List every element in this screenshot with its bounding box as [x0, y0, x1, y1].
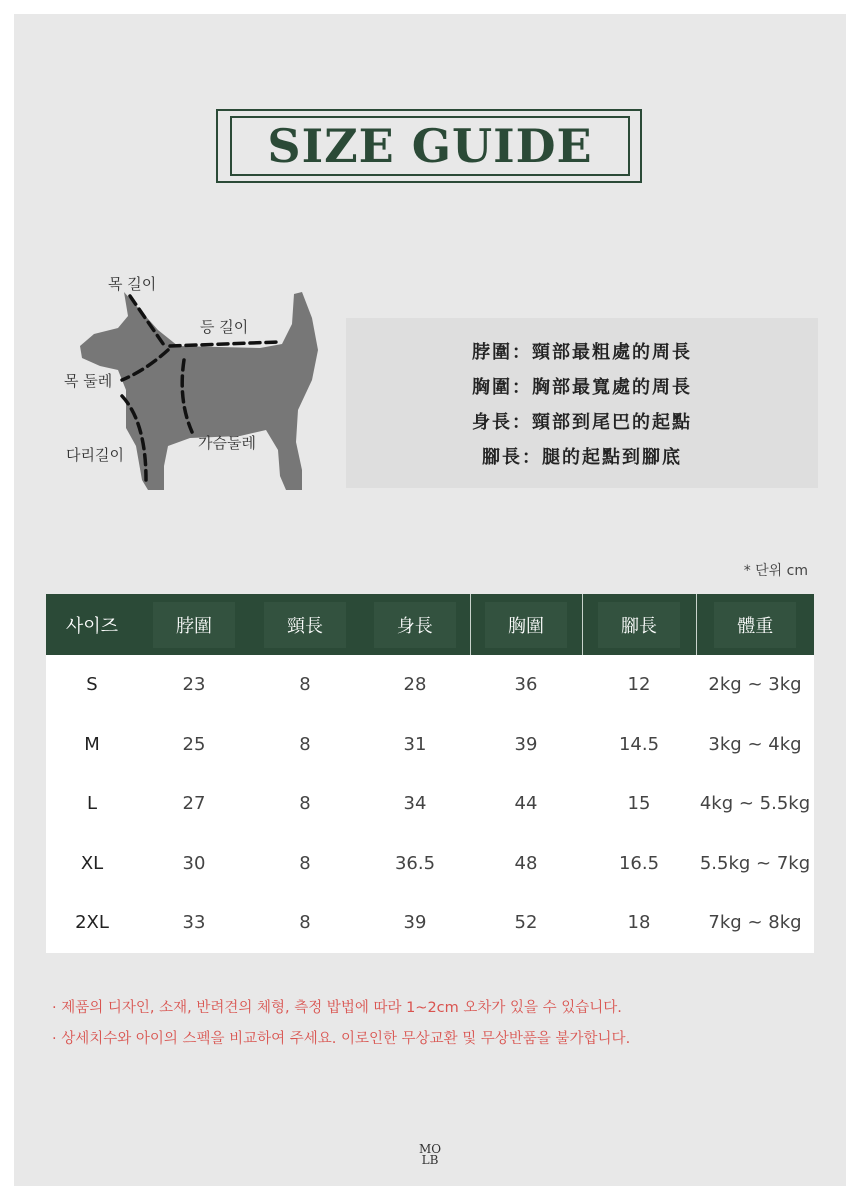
header-neck-girth: 脖圍 [138, 594, 250, 655]
cell-body-length: 31 [403, 733, 427, 755]
logo-line-2: LB [421, 1153, 439, 1167]
cell-neck-girth: 23 [182, 674, 206, 696]
cell-neck-girth: 27 [182, 793, 206, 815]
cell-body-length: 28 [403, 674, 427, 696]
page-title: SIZE GUIDE [267, 119, 593, 173]
table-row [46, 834, 814, 894]
header-chest-girth: 胸圍 [470, 594, 582, 655]
cell-leg-length: 16.5 [618, 852, 660, 874]
back-length-line [170, 342, 278, 346]
note-no-refund: · 상세치수와 아이의 스펙을 비교하여 주세요. 이로인한 무상교환 및 무상반품을 불가합니다. [52, 1031, 631, 1047]
cell-leg-length: 18 [627, 912, 651, 934]
cell-chest-girth: 36 [514, 674, 538, 696]
cell-neck-length: 8 [299, 733, 311, 755]
cell-leg-length: 15 [627, 793, 651, 815]
label-neck-girth: 목 둘레 [64, 372, 113, 390]
header-leg-length: 腳長 [582, 594, 696, 655]
table-row [46, 655, 814, 715]
header-body-length: 身長 [360, 594, 470, 655]
label-neck-length: 목 길이 [108, 275, 157, 293]
cell-neck-girth: 33 [182, 912, 206, 934]
definition-neck-girth: 脖圍：頸部最粗處的周長 [472, 342, 692, 363]
cell-neck-girth: 25 [182, 733, 206, 755]
label-back-length: 등 길이 [200, 318, 249, 336]
label-leg-length: 다리길이 [66, 446, 124, 464]
cell-chest-girth: 48 [514, 852, 538, 874]
label-chest-girth: 가슴둘레 [198, 434, 256, 452]
table-header-row [46, 594, 814, 655]
logo-line-1: MO [418, 1142, 442, 1156]
cell-size: 2XL [75, 912, 109, 934]
title-frame-inner [230, 116, 630, 176]
definition-leg-length: 腳長：腿的起點到腳底 [482, 447, 682, 468]
header-neck-length: 頸長 [250, 594, 360, 655]
unit-note: * 단위 cm [743, 563, 808, 579]
cell-neck-length: 8 [299, 793, 311, 815]
cell-body-length: 36.5 [394, 852, 436, 874]
table-row [46, 774, 814, 834]
cell-weight: 7kg ~ 8kg [708, 912, 802, 934]
definition-box [346, 318, 818, 488]
table-row [46, 715, 814, 775]
table-row [46, 893, 814, 953]
cell-size: XL [80, 852, 104, 874]
definition-chest-girth: 胸圍：胸部最寬處的周長 [472, 377, 692, 398]
header-size: 사이즈 [65, 615, 119, 637]
cell-size: L [86, 793, 98, 815]
cell-weight: 3kg ~ 4kg [708, 733, 802, 755]
cell-weight: 4kg ~ 5.5kg [699, 793, 811, 815]
header-weight: 體重 [696, 594, 814, 655]
brand-logo [418, 1144, 442, 1176]
note-tolerance: · 제품의 디자인, 소재, 반려견의 체형, 측정 밥법에 따라 1~2cm 오차가 있을 수 있습니다. [52, 1000, 622, 1016]
cell-size: S [86, 674, 98, 696]
cell-weight: 5.5kg ~ 7kg [699, 852, 811, 874]
cell-chest-girth: 52 [514, 912, 538, 934]
size-table [46, 594, 814, 953]
cell-weight: 2kg ~ 3kg [708, 674, 802, 696]
cell-neck-length: 8 [299, 674, 311, 696]
definition-body-length: 身長：頸部到尾巴的起點 [472, 412, 692, 433]
cell-neck-length: 8 [299, 912, 311, 934]
cell-body-length: 34 [403, 793, 427, 815]
cell-leg-length: 14.5 [618, 733, 660, 755]
cell-chest-girth: 44 [514, 793, 538, 815]
cell-size: M [84, 733, 100, 755]
cell-leg-length: 12 [627, 674, 651, 696]
cell-neck-length: 8 [299, 852, 311, 874]
cell-chest-girth: 39 [514, 733, 538, 755]
cell-neck-girth: 30 [182, 852, 206, 874]
cell-body-length: 39 [403, 912, 427, 934]
